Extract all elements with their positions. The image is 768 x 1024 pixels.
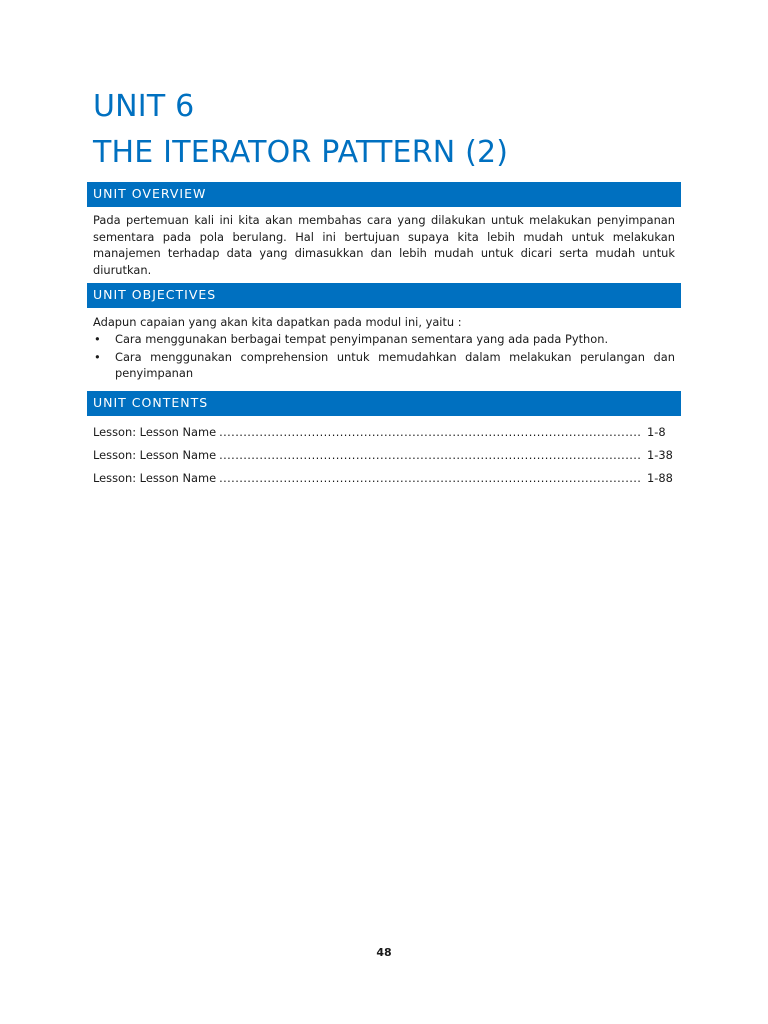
toc-lesson-label: Lesson: Lesson Name (93, 470, 217, 485)
toc-dot-leader (219, 422, 642, 442)
table-of-contents (87, 422, 681, 491)
document-page (87, 84, 681, 491)
list-item (93, 331, 675, 348)
objectives-list (93, 331, 675, 382)
toc-dot-leader (219, 468, 642, 488)
unit-number: UNIT 6 (93, 89, 195, 124)
objective-text: Cara menggunakan comprehension untuk memudahkan dalam melakukan perulangan dan penyimpanan (115, 349, 675, 381)
unit-overview-text: Pada pertemuan kali ini kita akan membahas cara yang dilakukan untuk melakukan penyimpanan sementara pada pola berulang. Hal ini bertujuan supaya kita lebih mudah untuk melakukan manajemen terhadap data yang dimasukkan dan lebih mudah untuk dicari serta mudah untuk diurutkan. (93, 213, 675, 277)
toc-lesson-label: Lesson: Lesson Name (93, 447, 217, 462)
unit-heading (93, 84, 681, 176)
objective-text: Cara menggunakan berbagai tempat penyimpanan sementara yang ada pada Python. (115, 331, 609, 346)
bullet-icon: • (94, 349, 101, 364)
toc-page-number: 1-38 (647, 447, 673, 462)
objectives-intro: Adapun capaian yang akan kita dapatkan pada modul ini, yaitu : (93, 315, 462, 330)
unit-overview-header: UNIT OVERVIEW (87, 182, 681, 207)
toc-dot-leader (219, 445, 642, 465)
page-number: 48 (376, 946, 392, 959)
bullet-icon: • (94, 331, 101, 346)
list-item (93, 349, 675, 382)
unit-title: THE ITERATOR PATTERN (2) (93, 135, 509, 170)
toc-entry[interactable] (93, 445, 675, 468)
unit-objectives-section (87, 314, 681, 381)
toc-entry[interactable] (93, 468, 675, 491)
unit-overview-section (87, 212, 681, 278)
unit-contents-header: UNIT CONTENTS (87, 391, 681, 416)
toc-page-number: 1-8 (647, 424, 666, 439)
toc-entry[interactable] (93, 422, 675, 445)
toc-lesson-label: Lesson: Lesson Name (93, 424, 217, 439)
unit-objectives-header: UNIT OBJECTIVES (87, 283, 681, 308)
toc-page-number: 1-88 (647, 470, 673, 485)
